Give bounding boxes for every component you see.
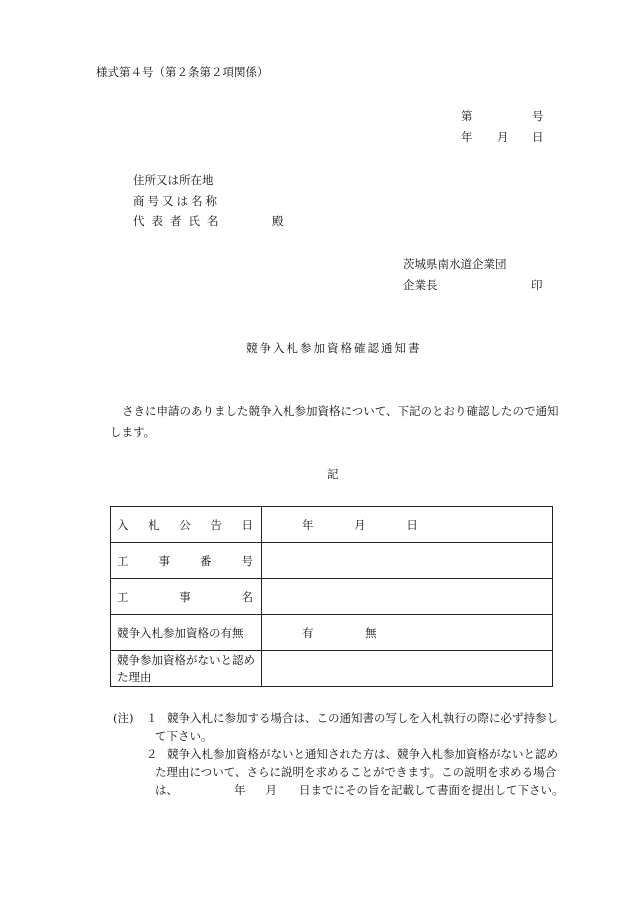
ki-heading: 記: [327, 467, 339, 481]
note-2-month: 月: [265, 783, 277, 797]
form-number: 様式第４号（第２条第２項関係）: [96, 65, 269, 79]
work-number-char-3: 番: [200, 553, 212, 568]
info-table: [110, 506, 553, 687]
note-2-line-1: 競争入札参加資格がないと通知された方は、競争入札参加資格がないと認め: [167, 747, 558, 761]
honorific-dono: 殿: [272, 214, 284, 228]
eligibility-yes: 有: [302, 625, 314, 640]
bid-date-char-4: 告: [210, 517, 222, 532]
value-eligibility: [262, 615, 553, 651]
date-day: 日: [532, 130, 544, 144]
body-line-2: します。: [110, 425, 156, 439]
table-row: [111, 615, 553, 651]
value-bid-date: [262, 507, 553, 543]
bid-date-char-3: 公: [179, 517, 191, 532]
table-row: [111, 507, 553, 543]
label-eligibility: 競争入札参加資格の有無: [111, 615, 262, 651]
work-number-char-2: 事: [158, 553, 170, 568]
work-name-char-3: 名: [241, 589, 253, 604]
note-prefix: (注): [113, 711, 134, 725]
work-number-char-4: 号: [241, 553, 253, 568]
value-work-number: [262, 543, 553, 579]
document-title: 競争入札参加資格確認通知書: [246, 341, 422, 355]
bid-date-char-1: 入: [117, 517, 129, 532]
reason-label-line-1: 競争参加資格がないと認め: [117, 652, 255, 667]
sender-title: 企業長: [403, 278, 438, 292]
work-name-char-2: 事: [179, 589, 191, 604]
label-reason: [111, 651, 262, 687]
note-1-line-1: 競争入札に参加する場合は、この通知書の写しを入札執行の際に必ず持参し: [167, 711, 558, 725]
date-month: 月: [497, 130, 509, 144]
bid-date-day: 日: [406, 517, 418, 532]
note-2-line-3: [155, 781, 575, 799]
bid-date-char-2: 札: [148, 517, 160, 532]
table-row: [111, 579, 553, 615]
note-1-number: １: [146, 711, 158, 725]
seal-mark: 印: [531, 278, 543, 292]
bid-date-month: 月: [354, 517, 366, 532]
note-1-text: [155, 709, 575, 745]
bid-date-char-5: 日: [241, 517, 253, 532]
table-row: [111, 651, 553, 687]
work-number-char-1: 工: [117, 553, 129, 568]
address-label: 住所又は所在地: [133, 173, 214, 187]
work-name-char-1: 工: [117, 589, 129, 604]
value-work-name: [262, 579, 553, 615]
eligibility-no: 無: [365, 625, 377, 640]
note-2-year: 年: [234, 783, 246, 797]
note-2-line-2: た理由について、さらに説明を求めることができます。この説明を求める場合: [155, 765, 557, 779]
label-bid-date: [111, 507, 262, 543]
date-year: 年: [461, 130, 473, 144]
note-1-line-2: て下さい。: [155, 729, 213, 743]
doc-number-go: 号: [532, 109, 544, 123]
sender-organization: 茨城県南水道企業団: [403, 257, 507, 271]
note-2-ha: は、: [155, 783, 178, 797]
doc-number-dai: 第: [461, 109, 473, 123]
bid-date-year: 年: [302, 517, 314, 532]
label-work-name: [111, 579, 262, 615]
representative-label: 代表者氏名: [133, 214, 226, 228]
note-2-number: ２: [146, 747, 158, 761]
note-2-text: [155, 745, 575, 799]
label-work-number: [111, 543, 262, 579]
table-row: [111, 543, 553, 579]
reason-label-line-2: た理由: [117, 669, 152, 684]
body-line-1: さきに申請のありました競争入札参加資格について、下記のとおり確認したので通知: [122, 404, 559, 418]
note-2-tail: 日までにその旨を記載して書面を提出して下さい。: [299, 783, 564, 797]
company-label: 商号又は名称: [133, 194, 220, 208]
value-reason: [262, 651, 553, 687]
